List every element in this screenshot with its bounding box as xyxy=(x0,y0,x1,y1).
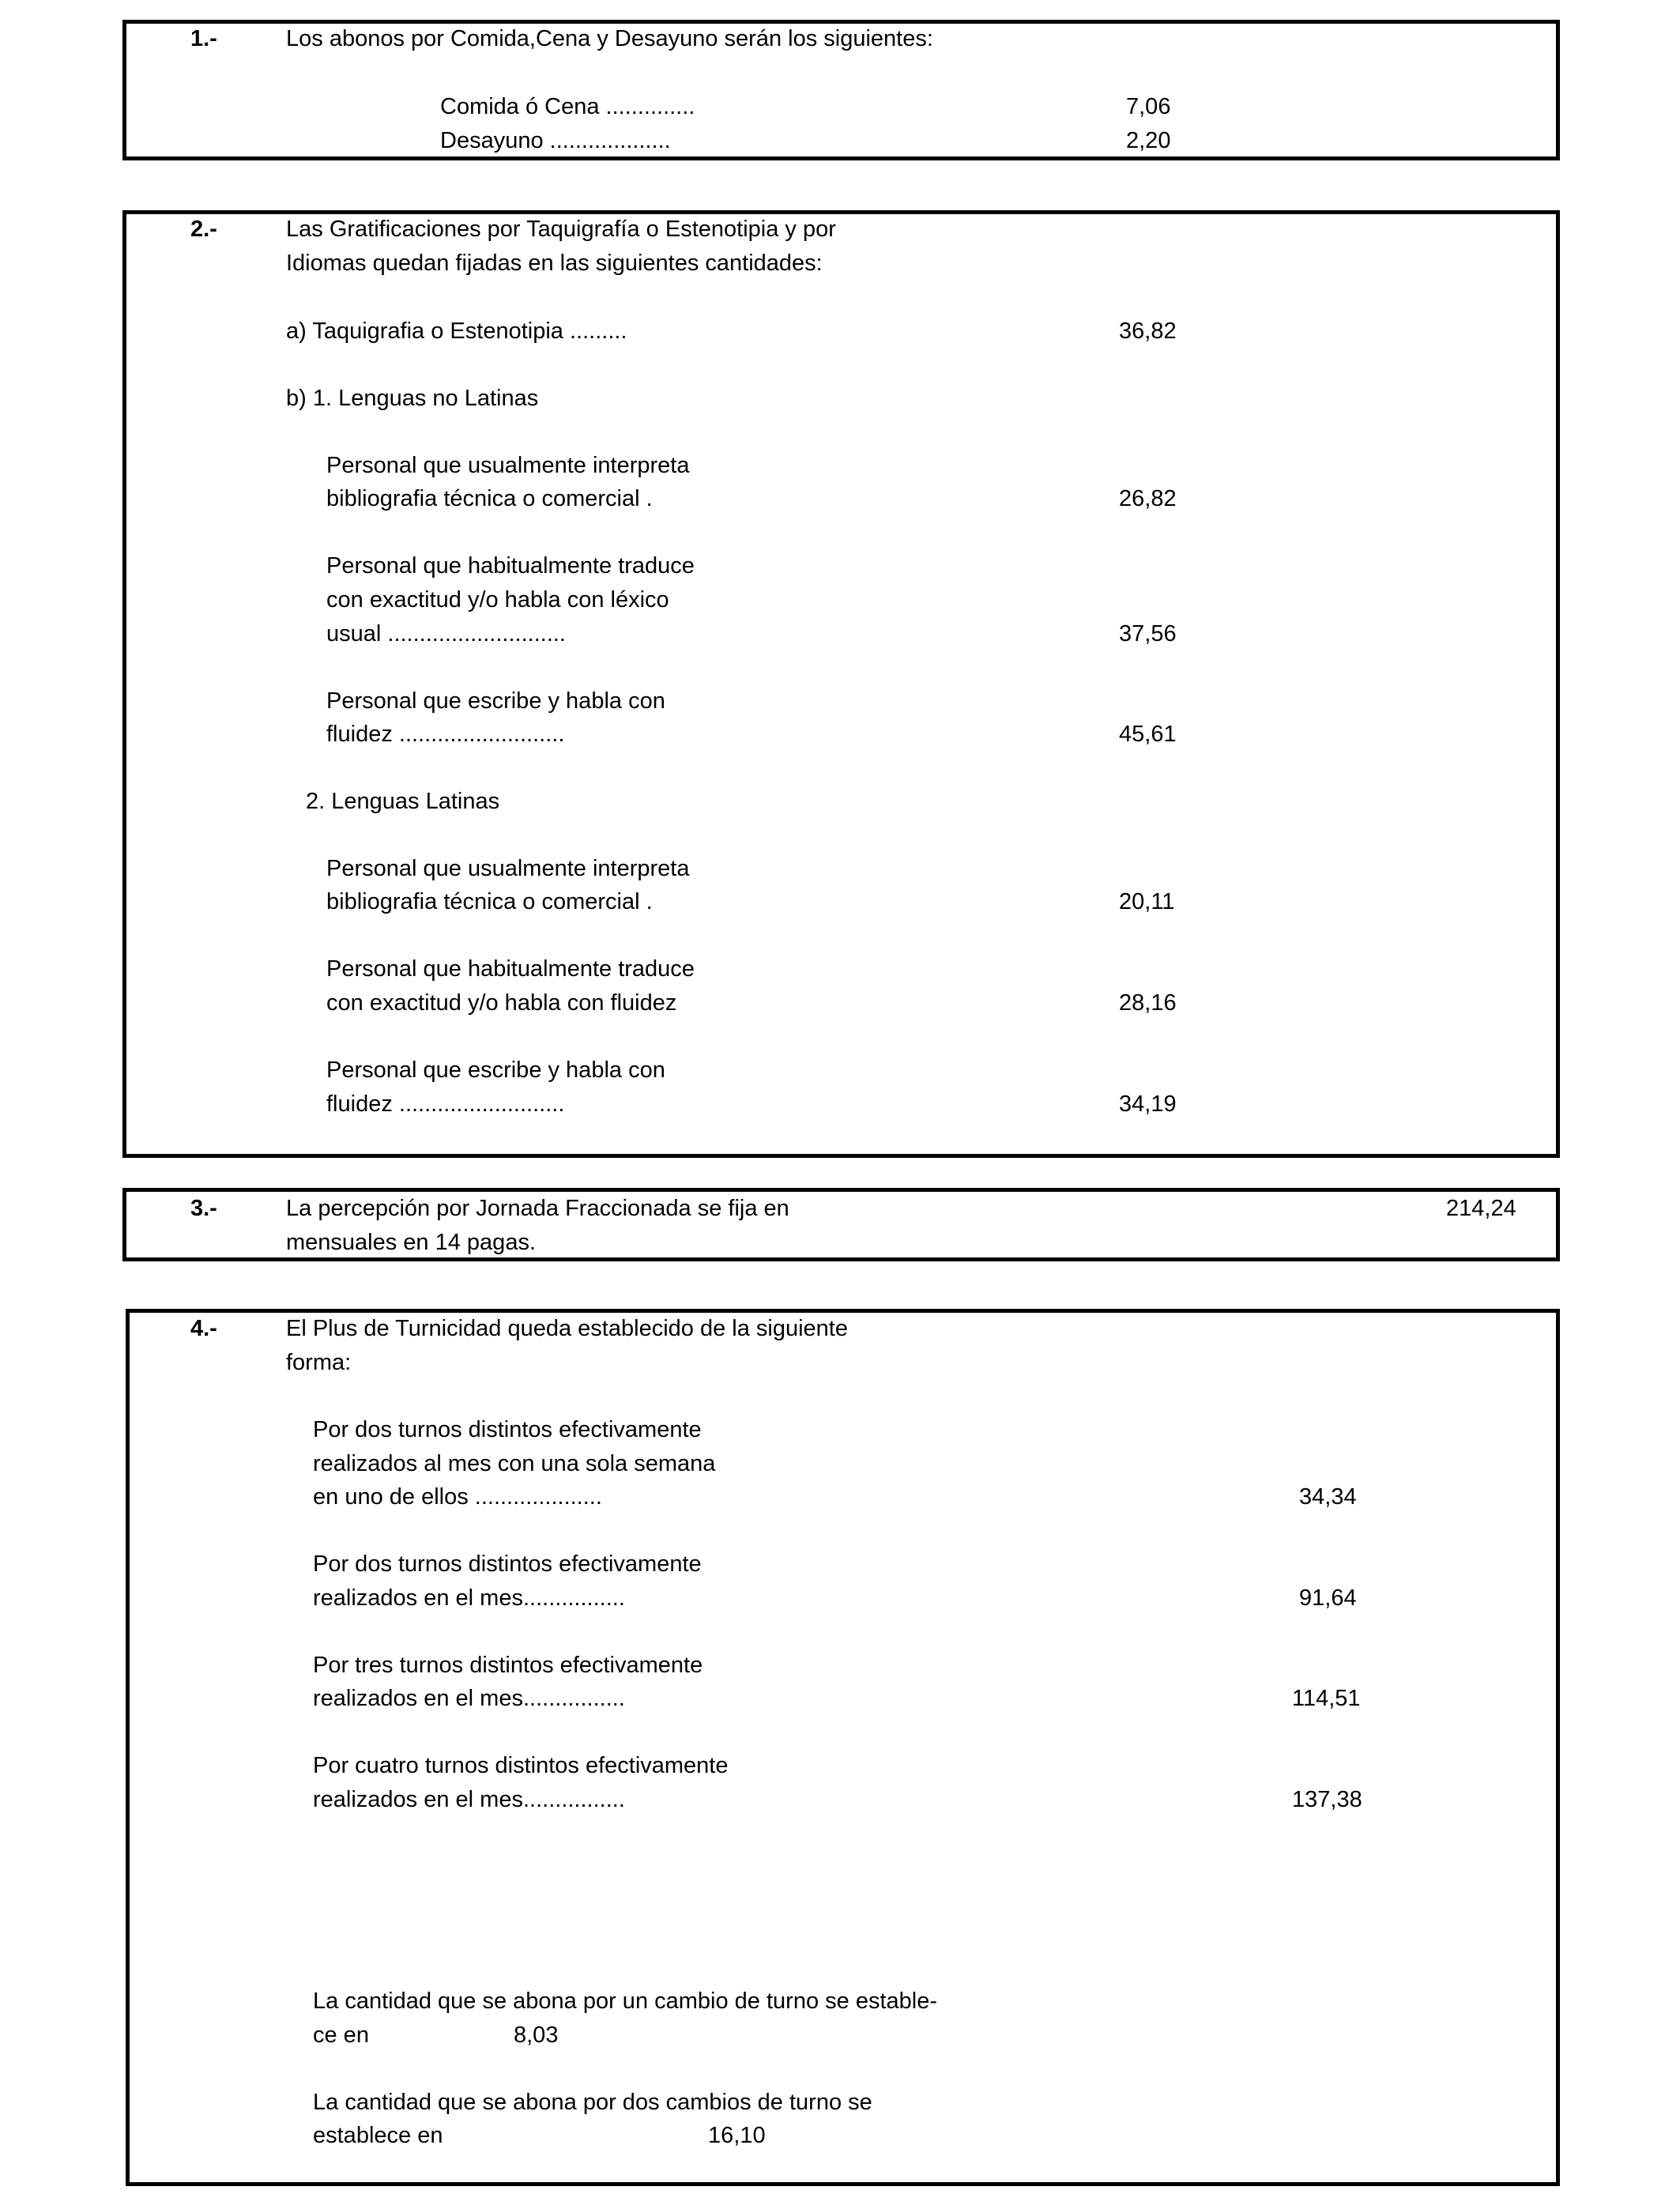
section-3-line1: La percepción por Jornada Fraccionada se fija en xyxy=(286,1196,789,1221)
section-3-line2: mensuales en 14 pagas. xyxy=(286,1230,536,1255)
meal-value-comida: 7,06 xyxy=(1126,94,1171,119)
b2-item3-line2: fluidez .......................... xyxy=(326,1091,565,1117)
b1-item1-line1: Personal que usualmente interpreta xyxy=(326,453,690,478)
turno-item4-line2: realizados en el mes................ xyxy=(313,1787,625,1812)
section-4-intro-line2: forma: xyxy=(286,1350,352,1375)
jornada-fraccionada-value: 214,24 xyxy=(1446,1196,1516,1221)
cambio-turno-2-value: 16,10 xyxy=(708,2123,766,2148)
b1-item1-value: 26,82 xyxy=(1119,486,1177,511)
turno-item2-line1: Por dos turnos distintos efectivamente xyxy=(313,1551,702,1577)
b1-item2-value: 37,56 xyxy=(1119,621,1177,647)
turno-item3-line1: Por tres turnos distintos efectivamente xyxy=(313,1653,703,1678)
turno-item4-line1: Por cuatro turnos distintos efectivamente xyxy=(313,1753,729,1778)
cambio-turno-2-line2: establece en xyxy=(313,2123,443,2148)
section-2-intro-line2: Idiomas quedan fijadas en las siguientes cantidades: xyxy=(286,251,823,276)
turno-item3-value: 114,51 xyxy=(1292,1686,1361,1711)
b1-item2-line2: con exactitud y/o habla con léxico xyxy=(326,587,669,613)
section-1-number: 1.- xyxy=(190,26,217,51)
b1-item2-line3: usual ............................ xyxy=(326,621,566,647)
section-1-intro: Los abonos por Comida,Cena y Desayuno serán los siguientes: xyxy=(286,26,933,51)
cambio-turno-2-line1: La cantidad que se abona por dos cambios de turno se xyxy=(313,2090,872,2115)
b2-item2-line1: Personal que habitualmente traduce xyxy=(326,956,695,982)
b1-item3-value: 45,61 xyxy=(1119,722,1177,747)
b2-item2-line2: con exactitud y/o habla con fluidez xyxy=(326,990,677,1016)
turno-item2-value: 91,64 xyxy=(1299,1585,1357,1611)
b1-item3-line2: fluidez .......................... xyxy=(326,722,565,747)
b1-item2-line1: Personal que habitualmente traduce xyxy=(326,553,695,579)
taquigrafia-value: 36,82 xyxy=(1119,319,1177,344)
meal-value-desayuno: 2,20 xyxy=(1126,128,1171,153)
meal-label-comida: Comida ó Cena .............. xyxy=(440,94,695,119)
section-2-number: 2.- xyxy=(190,217,217,242)
meal-label-desayuno: Desayuno ................... xyxy=(440,128,671,153)
b1-item1-line2: bibliografia técnica o comercial . xyxy=(326,486,653,511)
b2-item1-line1: Personal que usualmente interpreta xyxy=(326,856,690,881)
turno-item4-value: 137,38 xyxy=(1292,1787,1362,1812)
turno-item1-line2: realizados al mes con una sola semana xyxy=(313,1451,716,1476)
b2-item3-line1: Personal que escribe y habla con xyxy=(326,1057,665,1083)
b1-item3-line1: Personal que escribe y habla con xyxy=(326,688,665,714)
b2-item1-value: 20,11 xyxy=(1119,889,1175,914)
turno-item1-value: 34,34 xyxy=(1299,1484,1357,1510)
turno-item1-line1: Por dos turnos distintos efectivamente xyxy=(313,1417,702,1442)
section-2-intro-line1: Las Gratificaciones por Taquigrafía o Estenotipia y por xyxy=(286,217,836,242)
lenguas-latinas-heading: 2. Lenguas Latinas xyxy=(306,789,500,814)
section-4-number: 4.- xyxy=(190,1316,217,1341)
b2-item2-value: 28,16 xyxy=(1119,990,1177,1016)
cambio-turno-1-line2: ce en xyxy=(313,2022,369,2048)
lenguas-no-latinas-heading: b) 1. Lenguas no Latinas xyxy=(286,386,539,411)
taquigrafia-label: a) Taquigrafia o Estenotipia ......... xyxy=(286,319,627,344)
cambio-turno-1-line1: La cantidad que se abona por un cambio de turno se estable- xyxy=(313,1989,937,2014)
b2-item1-line2: bibliografia técnica o comercial . xyxy=(326,889,653,914)
turno-item1-line3: en uno de ellos .................... xyxy=(313,1484,602,1510)
turno-item3-line2: realizados en el mes................ xyxy=(313,1686,625,1711)
cambio-turno-1-value: 8,03 xyxy=(514,2022,559,2048)
section-3-number: 3.- xyxy=(190,1196,217,1221)
b2-item3-value: 34,19 xyxy=(1119,1091,1177,1117)
section-4-intro-line1: El Plus de Turnicidad queda establecido de la siguiente xyxy=(286,1316,848,1341)
turno-item2-line2: realizados en el mes................ xyxy=(313,1585,625,1611)
